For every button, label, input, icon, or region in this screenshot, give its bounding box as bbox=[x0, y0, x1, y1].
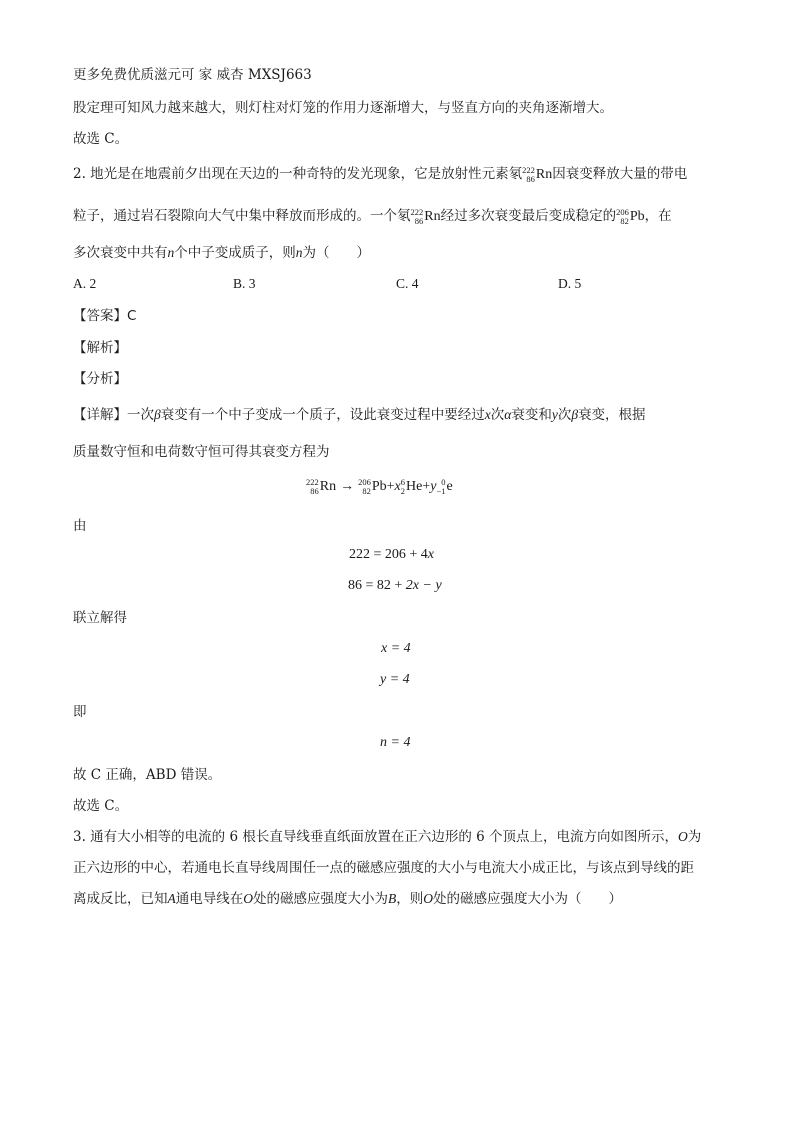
nuclide-rn: 222 86 Rn bbox=[410, 206, 441, 226]
analysis-label: 【解析】 bbox=[73, 340, 127, 356]
q2-line-1 bbox=[73, 165, 687, 184]
option-a: A. 2 bbox=[73, 276, 97, 291]
q2-line-2 bbox=[73, 207, 672, 226]
nuclide-rn: 222 86 Rn bbox=[522, 164, 553, 184]
decay-equation: 222 86 Rn → 206 82 Pb + x 6 2 He + y 0 −1 e bbox=[306, 477, 453, 496]
ji-line: 即 bbox=[73, 704, 87, 720]
watermark-header: 更多免费优质滋元可 家 威杏 MXSJ663 bbox=[73, 67, 312, 83]
answer-line bbox=[73, 307, 136, 325]
equation-2: 86 = 82 + 2x − y bbox=[348, 578, 442, 593]
prev-choice-line: 故选 C。 bbox=[73, 131, 129, 147]
nuclide-pb: 206 82 Pb bbox=[616, 206, 645, 226]
q2-text: 2. 地光是在地震前夕出现在天边的一种奇特的发光现象，它是放射性元素氡 bbox=[73, 166, 523, 182]
equation-1: 222 = 206 + 4x bbox=[349, 547, 435, 562]
q2-text: 粒子，通过岩石裂隙向大气中集中释放而形成的。一个氡 bbox=[73, 208, 411, 224]
you-line: 由 bbox=[73, 518, 87, 534]
answer-value: C bbox=[127, 308, 137, 324]
detail-label: 【详解】 bbox=[73, 407, 127, 423]
conclusion-line: 故 C 正确，ABD 错误。 bbox=[73, 767, 222, 783]
q2-text: 经过多次衰变最后变成稳定的 bbox=[440, 208, 617, 224]
q3-line-2: 正六边形的中心，若通电长直导线周围任一点的磁感应强度的大小与电流大小成正比，与该点到导线的距 bbox=[73, 860, 694, 876]
answer-label: 【答案】 bbox=[73, 308, 127, 324]
q3-line-1: 3. 通有大小相等的电流的 6 根长直导线垂直纸面放置在正六边形的 6 个顶点上，电流方向如图所示，O为 bbox=[73, 829, 702, 845]
detail-line-2: 质量数守恒和电荷数守恒可得其衰变方程为 bbox=[73, 444, 330, 460]
prev-answer-line: 股定理可知风力越来越大，则灯柱对灯笼的作用力逐渐增大，与竖直方向的夹角逐渐增大。 bbox=[73, 100, 613, 116]
q3-line-3: 离成反比，已知A通电导线在O处的磁感应强度大小为B，则O处的磁感应强度大小为（ ） bbox=[73, 891, 622, 907]
solution-n: n = 4 bbox=[380, 735, 411, 750]
option-d: D. 5 bbox=[558, 276, 582, 291]
fenxi-label: 【分析】 bbox=[73, 371, 127, 387]
q2-text: 因衰变释放大量的带电 bbox=[552, 166, 688, 182]
q2-text: ，在 bbox=[644, 208, 672, 224]
solution-y: y = 4 bbox=[380, 672, 410, 687]
solution-x: x = 4 bbox=[381, 641, 411, 656]
detail-line-1: 【详解】一次β衰变有一个中子变成一个质子，设此衰变过程中要经过x次α衰变和y次β衰变，根据 bbox=[73, 407, 646, 423]
choose-line: 故选 C。 bbox=[73, 798, 129, 814]
lianli-line: 联立解得 bbox=[73, 610, 127, 626]
option-c: C. 4 bbox=[396, 276, 419, 291]
q2-line-3: 多次衰变中共有n个中子变成质子，则n为（ ） bbox=[73, 245, 370, 261]
option-b: B. 3 bbox=[233, 276, 256, 291]
